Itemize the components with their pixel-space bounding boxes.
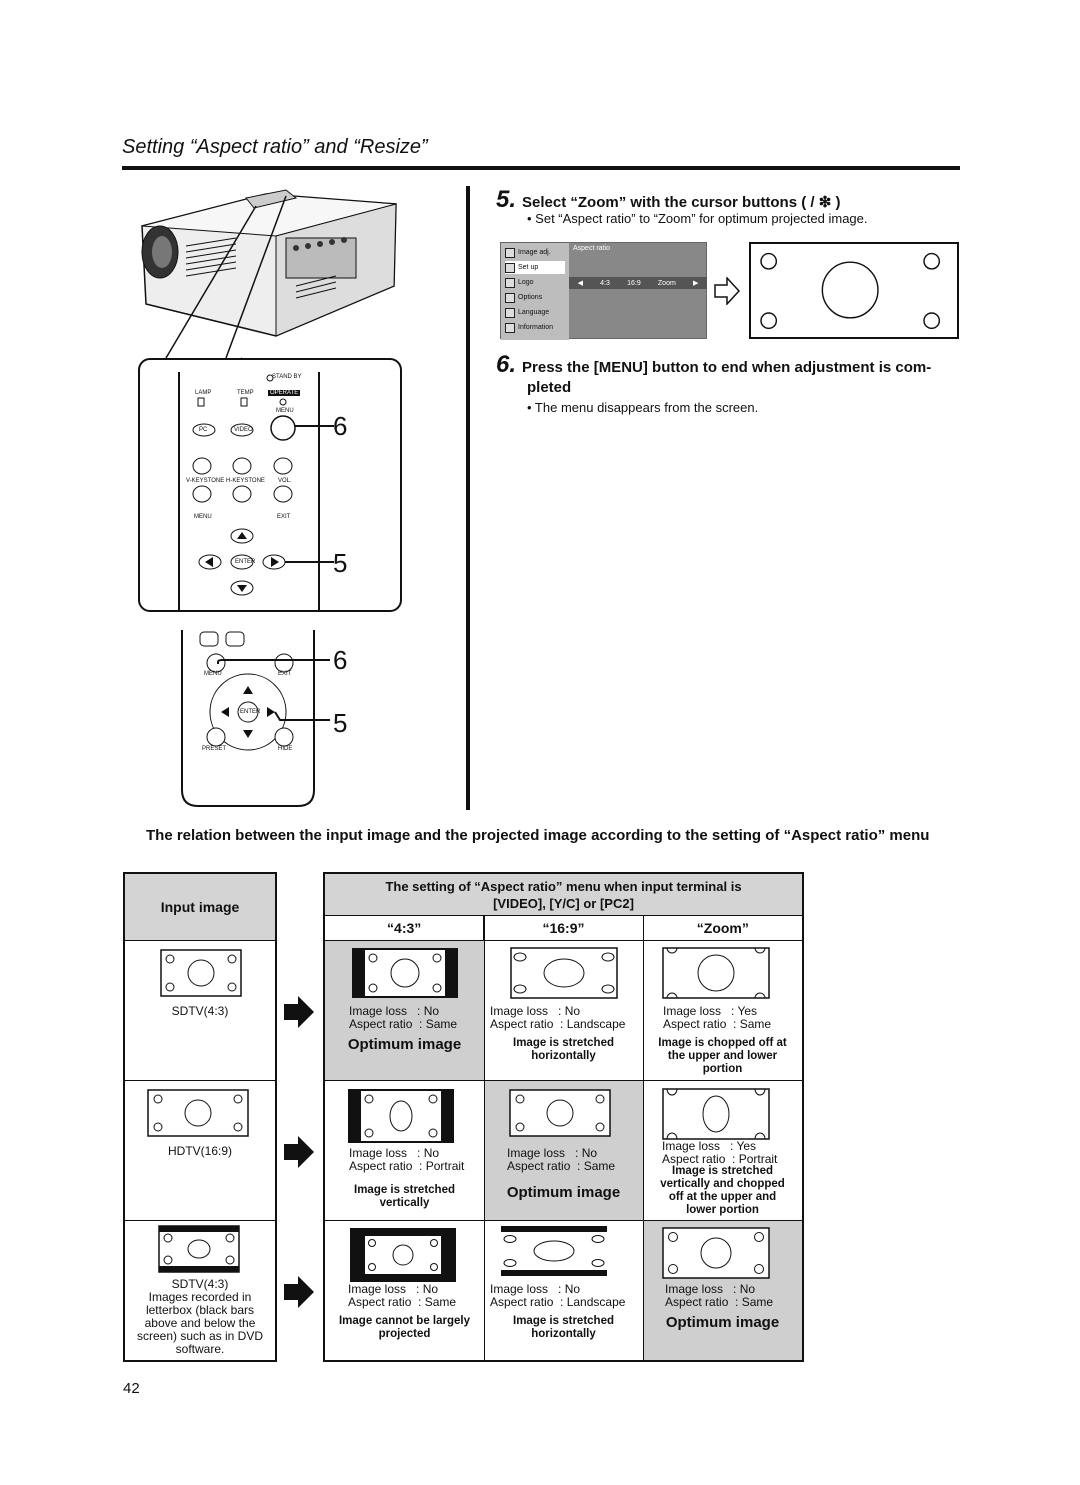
note-row2-col3: Image is stretched vertically and chopped off at the upper and lower portion (660, 1165, 785, 1216)
lamp-label: LAMP (195, 390, 212, 396)
column-header-zoom: “Zoom” (643, 916, 802, 940)
panel-menu-label: MENU (194, 514, 212, 520)
callout-panel-cursor: 5 (333, 548, 348, 578)
step5-number: 5. (496, 186, 517, 213)
osd-item-logo[interactable]: Logo (505, 276, 534, 289)
osd-item-language[interactable]: Language (505, 306, 549, 319)
column-header-16-9: “16:9” (483, 916, 642, 940)
info-row2-col3: Image loss : Yes Aspect ratio : Portrait (662, 1139, 778, 1166)
osd-item-image-adj[interactable]: Image adj. (505, 246, 551, 259)
result-row2-col3 (663, 1089, 769, 1139)
setting-header-line2: [VIDEO], [Y/C] or [PC2] (493, 896, 634, 911)
osd-option-4-3[interactable]: 4:3 (600, 279, 610, 287)
remote-enter-label[interactable]: ENTER (240, 709, 261, 715)
input-letterbox-image (159, 1226, 239, 1272)
section-title: Setting “Aspect ratio” and “Resize” (122, 136, 428, 158)
optimum-label-row2-col2: Optimum image (506, 1184, 621, 1201)
osd-option-zoom[interactable]: Zoom (657, 279, 676, 287)
info-row3-col2: Image loss : No Aspect ratio : Landscape (490, 1282, 626, 1309)
remote-hide-label: HIDE (278, 746, 293, 752)
step6-number: 6. (496, 351, 517, 378)
optimum-label-row3-col3: Optimum image (665, 1314, 780, 1331)
result-row2-col2 (510, 1090, 610, 1136)
result-row3-col1 (350, 1228, 456, 1282)
note-row3-col1: Image cannot be largely projected (338, 1315, 470, 1340)
operate-label: OPERATE (270, 390, 299, 396)
stand-by-label: STAND BY (272, 374, 302, 380)
pc-button-label[interactable]: PC (199, 427, 208, 433)
result-row3-col3 (663, 1228, 769, 1278)
note-row3-col2: Image is stretched horizontally (513, 1315, 614, 1340)
arrow-row1-icon (284, 996, 314, 1028)
result-row1-col3 (663, 948, 769, 998)
optimum-label-row1-col1: Optimum image (347, 1036, 462, 1053)
temp-label: TEMP (237, 390, 254, 396)
h-keystone-label: H-KEYSTONE (226, 478, 265, 484)
info-row3-col3: Image loss : No Aspect ratio : Same (665, 1282, 774, 1309)
panel-exit-label: EXIT (277, 514, 291, 520)
callout-remote-menu: 6 (333, 645, 348, 675)
result-row3-col2 (501, 1226, 607, 1276)
result-row1-col2 (511, 948, 617, 998)
menu-small-label: MENU (276, 408, 294, 414)
video-button-label[interactable]: VIDEO (234, 427, 253, 433)
callout-remote-cursor: 5 (333, 708, 348, 738)
osd-header: Aspect ratio (573, 245, 610, 252)
input-label-row1: SDTV(4:3) (171, 1004, 229, 1018)
remote-exit-label: EXIT (278, 671, 292, 677)
result-row1-col1 (352, 948, 458, 998)
remote-preset-label: PRESET (202, 746, 227, 752)
info-row2-col1: Image loss : No Aspect ratio : Portrait (349, 1146, 465, 1173)
arrow-row2-icon (284, 1136, 314, 1168)
step5-bullet: • Set “Aspect ratio” to “Zoom” for optimum projected image. (527, 211, 868, 226)
input-hdtv-image (148, 1090, 248, 1136)
callout-panel-menu: 6 (333, 411, 348, 441)
step6-title-line1: Press the [MENU] button to end when adjustment is com- (522, 359, 932, 376)
vol-label: VOL. (278, 478, 292, 484)
page-number: 42 (123, 1380, 140, 1397)
info-row2-col2: Image loss : No Aspect ratio : Same (507, 1146, 616, 1173)
remote-menu-label: MENU (204, 671, 222, 677)
input-sdtv-image (161, 950, 241, 996)
info-row3-col1: Image loss : No Aspect ratio : Same (348, 1282, 457, 1309)
note-row1-col2: Image is stretched horizontally (513, 1037, 614, 1062)
osd-item-information[interactable]: Information (505, 321, 553, 334)
input-label-row3: SDTV(4:3) Images recorded in letterbox (black bars above and below the screen) such as in DVD software. (136, 1277, 264, 1356)
panel-enter-label[interactable]: ENTER (235, 559, 256, 565)
left-arrow-icon: ◀ (577, 280, 583, 287)
step6-bullet: • The menu disappears from the screen. (527, 400, 759, 415)
info-row1-col2: Image loss : No Aspect ratio : Landscape (490, 1004, 626, 1031)
result-row2-col1 (348, 1089, 454, 1143)
v-keystone-label: V-KEYSTONE (186, 478, 225, 484)
info-row1-col3: Image loss : Yes Aspect ratio : Same (663, 1004, 772, 1031)
relation-heading: The relation between the input image and the projected image according to the setting of “Aspect ratio” menu (146, 827, 930, 844)
column-header-4-3: “4:3” (387, 920, 422, 936)
input-label-row2: HDTV(16:9) (167, 1144, 232, 1158)
step5-title: Select “Zoom” with the cursor buttons ( (522, 194, 807, 211)
step6-title-line2: pleted (527, 379, 572, 396)
info-row1-col1: Image loss : No Aspect ratio : Same (349, 1004, 458, 1031)
input-image-header: Input image (125, 874, 275, 941)
arrow-row3-icon (284, 1276, 314, 1308)
osd-item-options[interactable]: Options (505, 291, 542, 304)
note-row1-col3: Image is chopped off at the upper and lower portion (658, 1037, 787, 1075)
setting-header-line1: The setting of “Aspect ratio” menu when input terminal is (385, 879, 742, 894)
osd-option-16-9[interactable]: 16:9 (627, 279, 641, 287)
osd-item-set-up[interactable]: Set up (505, 261, 565, 274)
step5-title-end: / ❇ ) (806, 194, 841, 211)
right-arrow-icon: ▶ (693, 280, 699, 287)
note-row2-col1: Image is stretched vertically (354, 1184, 455, 1209)
